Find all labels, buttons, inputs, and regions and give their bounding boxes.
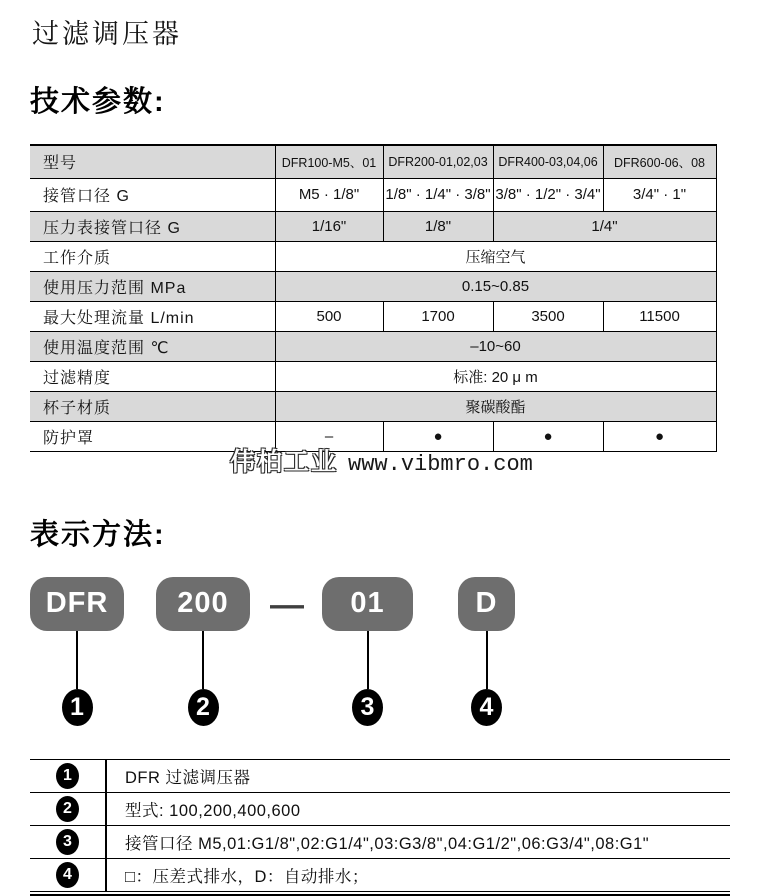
spec-cell: 1/16" [275, 211, 383, 241]
legend-row [30, 792, 730, 825]
spec-table-row [30, 178, 716, 211]
model-code-badge: DFR [30, 577, 124, 631]
spec-cell: 1/8" [383, 211, 493, 241]
watermark [230, 442, 761, 477]
spec-cell: 1/8" · 1/4" · 3/8" [383, 178, 493, 211]
spec-cell: M5 · 1/8" [275, 178, 383, 211]
model-code-group [458, 577, 515, 726]
model-code-group [322, 577, 413, 726]
legend-text: □：压差式排水，D：自动排水； [106, 858, 730, 891]
spec-row-label: 防护罩 [30, 421, 275, 451]
spec-table-row [30, 271, 716, 301]
watermark-company: 伟柏工业 [230, 447, 339, 476]
spec-table-row [30, 241, 716, 271]
spec-table [30, 144, 717, 452]
spec-cell: DFR200-01,02,03 [383, 145, 493, 178]
model-code-badge: 200 [156, 577, 250, 631]
spec-cell: ● [603, 421, 716, 451]
spec-cell: DFR600-06、08 [603, 145, 716, 178]
spec-cell: 3/4" · 1" [603, 178, 716, 211]
numbered-circle-icon: 1 [56, 763, 79, 789]
spec-cell: ● [493, 421, 603, 451]
page-title: 过滤调压器 [32, 19, 182, 49]
spec-cell: 11500 [603, 301, 716, 331]
connector-line [486, 631, 488, 689]
spec-row-label: 压力表接管口径 G [30, 211, 275, 241]
model-code-badge: 01 [322, 577, 413, 631]
spec-cell: 0.15~0.85 [275, 271, 716, 301]
spec-row-label: 工作介质 [30, 241, 275, 271]
spec-row-label: 型号 [30, 145, 275, 178]
spec-cell: 3500 [493, 301, 603, 331]
legend-num-cell [30, 858, 106, 891]
legend-row [30, 825, 730, 858]
spec-cell: 聚碳酸酯 [275, 391, 716, 421]
spec-row-label: 使用压力范围 MPa [30, 271, 275, 301]
spec-row-label: 接管口径 G [30, 178, 275, 211]
spec-cell: ● [383, 421, 493, 451]
connector-line [202, 631, 204, 689]
numbered-circle-icon: 3 [352, 689, 383, 726]
spec-row-label: 杯子材质 [30, 391, 275, 421]
tech-params-heading: 技术参数: [30, 86, 166, 118]
numbered-circle-icon: 4 [471, 689, 502, 726]
model-code-group [156, 577, 250, 726]
numbered-circle-icon: 2 [56, 796, 79, 822]
spec-cell: 3/8" · 1/2" · 3/4" [493, 178, 603, 211]
method-heading: 表示方法: [30, 518, 166, 551]
numbered-circle-icon: 3 [56, 829, 79, 855]
legend-num-cell [30, 759, 106, 792]
spec-cell: 标准: 20 μ m [275, 361, 716, 391]
spec-cell: 1700 [383, 301, 493, 331]
spec-table-row [30, 361, 716, 391]
spec-cell: –10~60 [275, 331, 716, 361]
spec-table-row [30, 301, 716, 331]
legend-text: 接管口径 M5,01:G1/8",02:G1/4",03:G3/8",04:G1/2",06:G3/4",08:G1" [106, 825, 730, 858]
watermark-url: www.vibmro.com [348, 451, 533, 477]
spec-table-row [30, 145, 716, 178]
spec-table-row [30, 331, 716, 361]
numbered-circle-icon: 2 [188, 689, 219, 726]
spec-table-row [30, 391, 716, 421]
numbered-circle-icon: 1 [62, 689, 93, 726]
legend-table [30, 759, 730, 892]
spec-row-label: 过滤精度 [30, 361, 275, 391]
spec-row-label: 最大处理流量 L/min [30, 301, 275, 331]
connector-line [367, 631, 369, 689]
numbered-circle-icon: 4 [56, 862, 79, 888]
connector-line [76, 631, 78, 689]
legend-num-cell [30, 825, 106, 858]
legend-table-wrap [30, 759, 730, 896]
model-code-diagram [30, 577, 730, 735]
spec-table-row [30, 211, 716, 241]
spec-cell: DFR400-03,04,06 [493, 145, 603, 178]
model-code-group [30, 577, 124, 726]
spec-cell: 压缩空气 [275, 241, 716, 271]
model-code-badge: D [458, 577, 515, 631]
spec-cell: 1/4" [493, 211, 716, 241]
legend-text: DFR 过滤调压器 [106, 759, 730, 792]
spec-row-label: 使用温度范围 ℃ [30, 331, 275, 361]
spec-cell: DFR100-M5、01 [275, 145, 383, 178]
spec-cell: 500 [275, 301, 383, 331]
legend-row [30, 858, 730, 891]
spec-cell: – [275, 421, 383, 451]
model-code-separator: — [270, 585, 304, 624]
legend-text: 型式: 100,200,400,600 [106, 792, 730, 825]
legend-row [30, 759, 730, 792]
legend-num-cell [30, 792, 106, 825]
